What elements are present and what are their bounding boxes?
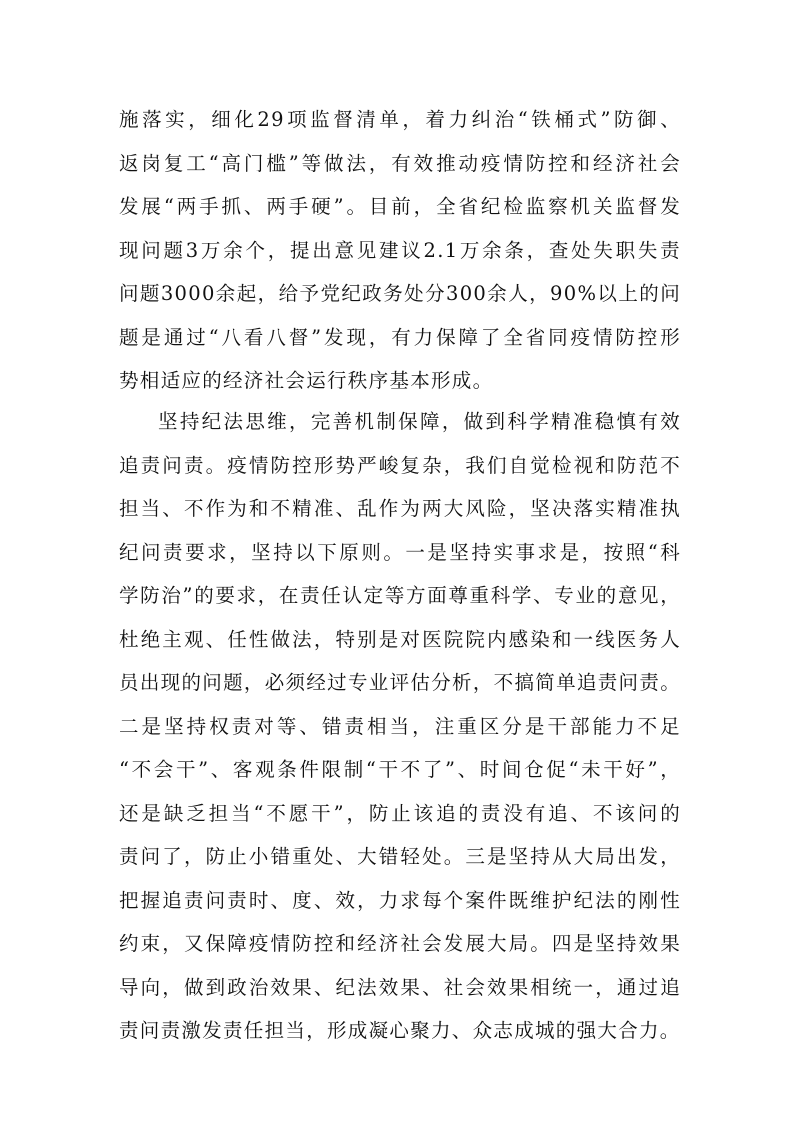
paragraph-2-line: 学防治”的要求，在责任认定等方面尊重科学、专业的意见，: [119, 584, 681, 607]
paragraph-2-line: 担当、不作为和不精准、乱作为两大风险，坚决落实精准执: [119, 497, 681, 520]
paragraph-2-line: 员出现的问题，必须经过专业评估分析，不搞简单追责问责。: [119, 671, 681, 694]
paragraph-1-line: 题是通过“八看八督”发现，有力保障了全省同疫情防控形: [119, 325, 681, 349]
paragraph-2-line: 责问了，防止小错重处、大错轻处。三是坚持从大局出发，: [119, 845, 681, 868]
paragraph-1-line: 问题3000余起，给予党纪政务处分300余人，90%以上的问: [119, 282, 681, 305]
paragraph-2-line: 还是缺乏担当“不愿干”，防止该追的责没有追、不该问的: [119, 801, 681, 825]
paragraph-1: [119, 98, 681, 403]
paragraph-2: [119, 400, 681, 1053]
paragraph-2-line: 把握追责问责时、度、效，力求每个案件既维护纪法的刚性: [119, 888, 681, 912]
paragraph-2-line: 杜绝主观、任性做法，特别是对医院院内感染和一线医务人: [119, 627, 681, 651]
paragraph-1-line: 现问题3万余个，提出意见建议2.1万余条，查处失职失责: [119, 238, 681, 262]
paragraph-1-line: 返岗复工“高门槛”等做法，有效推动疫情防控和经济社会: [119, 151, 681, 175]
paragraph-2-line: 责问责激发责任担当，形成凝心聚力、众志成城的强大合力。: [119, 1019, 681, 1042]
paragraph-2-line: 二是坚持权责对等、错责相当，注重区分是干部能力不足: [119, 714, 681, 738]
paragraph-2-line: 坚持纪法思维，完善机制保障，做到科学精准稳慎有效: [158, 410, 681, 433]
paragraph-1-line: 发展“两手抓、两手硬”。目前，全省纪检监察机关监督发: [119, 195, 681, 218]
paragraph-1-line: 势相适应的经济社会运行秩序基本形成。: [119, 369, 494, 392]
paragraph-2-line: 纪问责要求，坚持以下原则。一是坚持实事求是，按照“科: [119, 540, 681, 564]
paragraph-2-line: 导向，做到政治效果、纪法效果、社会效果相统一，通过追: [119, 975, 681, 999]
paragraph-2-line: 追责问责。疫情防控形势严峻复杂，我们自觉检视和防范不: [119, 453, 681, 477]
paragraph-2-line: “不会干”、客观条件限制“干不了”、时间仓促“未干好”，: [119, 758, 681, 781]
paragraph-2-line: 约束，又保障疫情防控和经济社会发展大局。四是坚持效果: [119, 932, 681, 955]
paragraph-1-line: 施落实，细化29项监督清单，着力纠治“铁桶式”防御、: [119, 108, 681, 131]
